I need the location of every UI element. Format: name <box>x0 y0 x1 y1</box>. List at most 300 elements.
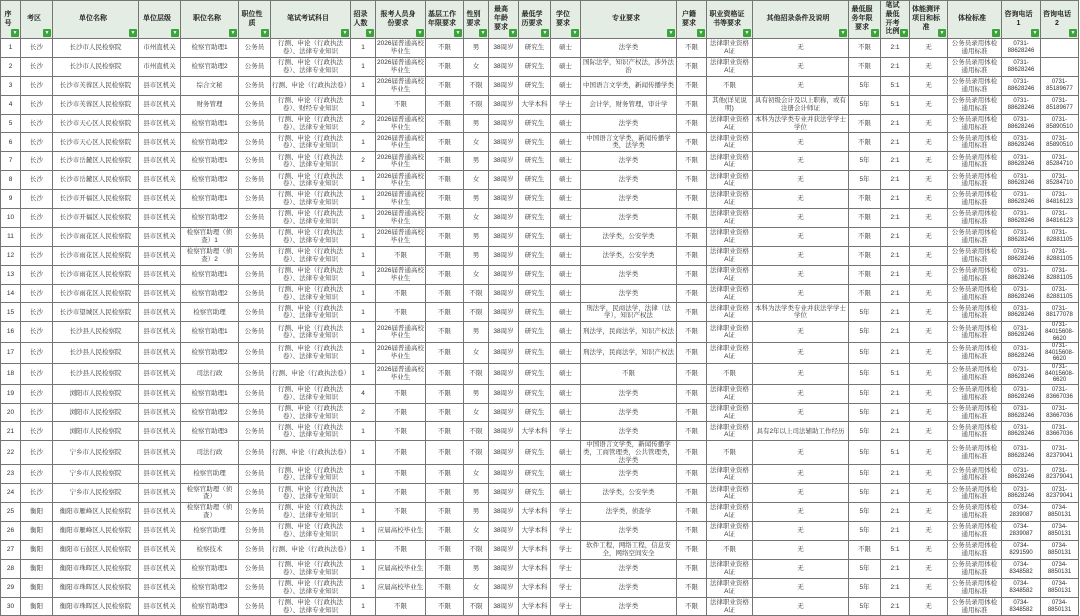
cell[interactable]: 0731-88628246 <box>1002 114 1041 133</box>
cell[interactable]: 不限 <box>677 171 707 190</box>
cell[interactable]: 0731-85189677 <box>1041 95 1079 114</box>
cell[interactable]: 38周岁 <box>489 284 519 303</box>
cell[interactable]: 本科为法学类专业并获法学学士学位 <box>753 303 849 322</box>
cell[interactable]: 0731-88628246 <box>1002 95 1041 114</box>
filter-dropdown-icon[interactable]: ▼ <box>698 30 704 36</box>
column-header[interactable] <box>551 1 581 39</box>
cell[interactable]: 0731-84015608-6620 <box>1041 322 1079 343</box>
cell[interactable]: 28 <box>1 559 21 578</box>
cell[interactable]: 县市区机关 <box>139 265 181 284</box>
cell[interactable]: 硕士 <box>551 403 581 422</box>
cell[interactable]: 无 <box>910 209 948 228</box>
column-header[interactable] <box>21 1 53 39</box>
cell[interactable]: 法律职业资格A证 <box>707 190 753 209</box>
cell[interactable]: 公务员 <box>239 597 271 616</box>
cell[interactable]: 县市区机关 <box>139 441 181 465</box>
cell[interactable]: 长沙市芙蓉区人民检察院 <box>53 95 139 114</box>
cell[interactable]: 16 <box>1 322 21 343</box>
cell[interactable]: 1 <box>351 209 376 228</box>
cell[interactable]: 不限 <box>707 76 753 95</box>
cell[interactable]: 不限 <box>426 284 464 303</box>
cell[interactable]: 不限 <box>464 95 489 114</box>
cell[interactable]: 0731-88628246 <box>1002 403 1041 422</box>
cell[interactable]: 无 <box>753 246 849 265</box>
cell[interactable]: 法学类 <box>581 578 677 597</box>
column-header[interactable] <box>910 1 948 39</box>
filter-dropdown-icon[interactable]: ▼ <box>130 30 136 36</box>
cell[interactable]: 7 <box>1 152 21 171</box>
cell[interactable]: 0731-88628246 <box>1002 422 1041 441</box>
cell[interactable]: 公务员录用体检通用标准 <box>948 578 1002 597</box>
cell[interactable]: 1 <box>351 503 376 522</box>
column-header[interactable] <box>1002 1 1041 39</box>
cell[interactable]: 刑法学，民商法学，知识产权法 <box>581 322 677 343</box>
cell[interactable]: 法律职业资格A证 <box>707 246 753 265</box>
cell[interactable]: 法学类 <box>581 265 677 284</box>
cell[interactable]: 不限 <box>376 484 426 503</box>
cell[interactable]: 女 <box>464 522 489 541</box>
cell[interactable]: 不限 <box>707 363 753 384</box>
cell[interactable]: 长沙县人民检察院 <box>53 322 139 343</box>
cell[interactable]: 0731-82379041 <box>1041 441 1079 465</box>
filter-dropdown-icon[interactable]: ▼ <box>44 30 50 36</box>
cell[interactable]: 检察官助理1 <box>181 190 239 209</box>
cell[interactable]: 1 <box>351 363 376 384</box>
cell[interactable]: 宁乡市人民检察院 <box>53 441 139 465</box>
cell[interactable]: 25 <box>1 503 21 522</box>
cell[interactable]: 公务员 <box>239 76 271 95</box>
cell[interactable]: 法律职业资格A证 <box>707 522 753 541</box>
cell[interactable]: 0731-82881105 <box>1041 265 1079 284</box>
cell[interactable]: 检察官助理1 <box>181 39 239 58</box>
cell[interactable]: 0731-88628246 <box>1002 190 1041 209</box>
cell[interactable]: 38周岁 <box>489 322 519 343</box>
cell[interactable]: 不限 <box>707 540 753 559</box>
cell[interactable]: 不限 <box>426 578 464 597</box>
cell[interactable]: 女 <box>464 265 489 284</box>
cell[interactable]: 硕士 <box>551 133 581 152</box>
cell[interactable]: 中国语言文学类，新闻传播学类 <box>581 76 677 95</box>
cell[interactable]: 研究生 <box>519 114 551 133</box>
cell[interactable]: 长沙县人民检察院 <box>53 343 139 364</box>
cell[interactable]: 研究生 <box>519 363 551 384</box>
cell[interactable]: 2:1 <box>881 597 910 616</box>
cell[interactable]: 1 <box>351 484 376 503</box>
cell[interactable]: 不限 <box>426 152 464 171</box>
cell[interactable]: 检察官助理1 <box>181 265 239 284</box>
cell[interactable]: 软件工程，网络工程，信息安全，网络空间安全 <box>581 540 677 559</box>
cell[interactable]: 检察官助理 <box>181 303 239 322</box>
cell[interactable]: 1 <box>351 284 376 303</box>
cell[interactable]: 无 <box>753 227 849 246</box>
cell[interactable]: 0734-8348582 <box>1002 597 1041 616</box>
cell[interactable]: 2 <box>351 114 376 133</box>
cell[interactable]: 不限 <box>464 441 489 465</box>
cell[interactable]: 衡阳 <box>21 559 53 578</box>
cell[interactable]: 衡阳市雁峰区人民检察院 <box>53 522 139 541</box>
cell[interactable]: 5年 <box>849 322 881 343</box>
cell[interactable]: 长沙市望城区人民检察院 <box>53 303 139 322</box>
cell[interactable]: 法律职业资格A证 <box>707 57 753 76</box>
cell[interactable]: 无 <box>910 363 948 384</box>
cell[interactable]: 检察官助理3 <box>181 422 239 441</box>
cell[interactable]: 研究生 <box>519 403 551 422</box>
cell[interactable]: 市州直机关 <box>139 39 181 58</box>
cell[interactable]: 2:1 <box>881 133 910 152</box>
cell[interactable]: 不限 <box>677 246 707 265</box>
cell[interactable]: 应届高校毕业生 <box>376 522 426 541</box>
cell[interactable]: 5年 <box>849 95 881 114</box>
cell[interactable]: 不限 <box>677 322 707 343</box>
cell[interactable]: 0734-2839087 <box>1002 522 1041 541</box>
cell[interactable]: 长沙市芙蓉区人民检察院 <box>53 76 139 95</box>
filter-dropdown-icon[interactable]: ▼ <box>901 30 907 36</box>
cell[interactable]: 不限 <box>849 284 881 303</box>
cell[interactable]: 0731-84015608-6620 <box>1041 363 1079 384</box>
cell[interactable]: 长沙市人民检察院 <box>53 57 139 76</box>
cell[interactable]: 2:1 <box>881 559 910 578</box>
cell[interactable]: 5年 <box>849 597 881 616</box>
cell[interactable]: 长沙市雨花区人民检察院 <box>53 284 139 303</box>
cell[interactable]: 长沙市岳麓区人民检察院 <box>53 171 139 190</box>
cell[interactable]: 大学本科 <box>519 597 551 616</box>
cell[interactable]: 0731-85890510 <box>1041 133 1079 152</box>
cell[interactable]: 公务员录用体检通用标准 <box>948 152 1002 171</box>
cell[interactable]: 公务员录用体检通用标准 <box>948 190 1002 209</box>
cell[interactable]: 检察官助理 <box>181 465 239 484</box>
cell[interactable]: 公务员录用体检通用标准 <box>948 484 1002 503</box>
cell[interactable] <box>1041 57 1079 76</box>
filter-dropdown-icon[interactable]: ▼ <box>262 30 268 36</box>
cell[interactable]: 38周岁 <box>489 246 519 265</box>
cell[interactable]: 不限 <box>426 171 464 190</box>
cell[interactable]: 公务员 <box>239 246 271 265</box>
cell[interactable]: 不限 <box>677 95 707 114</box>
cell[interactable]: 无 <box>910 39 948 58</box>
cell[interactable]: 不限 <box>376 384 426 403</box>
cell[interactable]: 0731-88628246 <box>1002 484 1041 503</box>
cell[interactable]: 硕士 <box>551 484 581 503</box>
cell[interactable]: 公务员 <box>239 57 271 76</box>
cell[interactable]: 38周岁 <box>489 76 519 95</box>
cell[interactable]: 公务员 <box>239 363 271 384</box>
cell[interactable]: 硕士 <box>551 171 581 190</box>
cell[interactable]: 5:1 <box>881 95 910 114</box>
cell[interactable]: 38周岁 <box>489 265 519 284</box>
cell[interactable]: 不限 <box>426 484 464 503</box>
cell[interactable]: 中国语言文学类，新闻传播学类，法学类 <box>581 133 677 152</box>
cell[interactable]: 长沙 <box>21 303 53 322</box>
cell[interactable]: 不限 <box>849 209 881 228</box>
cell[interactable]: 不限 <box>426 441 464 465</box>
cell[interactable]: 男 <box>464 559 489 578</box>
cell[interactable]: 学士 <box>551 95 581 114</box>
cell[interactable]: 不限 <box>677 422 707 441</box>
cell[interactable]: 不限 <box>376 540 426 559</box>
cell[interactable]: 县市区机关 <box>139 503 181 522</box>
cell[interactable]: 行测、申论（行政执法卷）、法律专业知识 <box>271 114 351 133</box>
cell[interactable]: 不限 <box>677 578 707 597</box>
cell[interactable]: 检察官助理2 <box>181 171 239 190</box>
filter-dropdown-icon[interactable]: ▼ <box>1070 30 1076 36</box>
column-header[interactable] <box>753 1 849 39</box>
cell[interactable]: 38周岁 <box>489 522 519 541</box>
cell[interactable]: 公务员 <box>239 343 271 364</box>
cell[interactable]: 法律职业资格A证 <box>707 422 753 441</box>
cell[interactable]: 无 <box>753 133 849 152</box>
cell[interactable]: 县市区机关 <box>139 95 181 114</box>
cell[interactable]: 长沙 <box>21 39 53 58</box>
cell[interactable]: 男 <box>464 246 489 265</box>
cell[interactable]: 不限 <box>376 95 426 114</box>
cell[interactable]: 0731-82881105 <box>1041 284 1079 303</box>
cell[interactable]: 县市区机关 <box>139 484 181 503</box>
cell[interactable]: 长沙 <box>21 343 53 364</box>
cell[interactable]: 38周岁 <box>489 190 519 209</box>
cell[interactable]: 学士 <box>551 597 581 616</box>
cell[interactable]: 硕士 <box>551 246 581 265</box>
cell[interactable]: 17 <box>1 343 21 364</box>
cell[interactable]: 不限 <box>677 39 707 58</box>
cell[interactable]: 0731-83667036 <box>1041 403 1079 422</box>
cell[interactable]: 长沙 <box>21 422 53 441</box>
cell[interactable]: 无 <box>910 522 948 541</box>
cell[interactable]: 硕士 <box>551 227 581 246</box>
cell[interactable]: 无 <box>753 441 849 465</box>
cell[interactable]: 不限 <box>677 384 707 403</box>
cell[interactable]: 0731-88628246 <box>1002 343 1041 364</box>
cell[interactable]: 检察官助理2 <box>181 57 239 76</box>
cell[interactable]: 长沙县人民检察院 <box>53 363 139 384</box>
column-header[interactable] <box>239 1 271 39</box>
cell[interactable]: 1 <box>1 39 21 58</box>
cell[interactable]: 研究生 <box>519 57 551 76</box>
cell[interactable]: 2026届普通高校毕业生 <box>376 152 426 171</box>
cell[interactable]: 学士 <box>551 522 581 541</box>
filter-dropdown-icon[interactable]: ▼ <box>572 30 578 36</box>
cell[interactable]: 0731-85890510 <box>1041 114 1079 133</box>
cell[interactable]: 公务员录用体检通用标准 <box>948 384 1002 403</box>
cell[interactable]: 公务员 <box>239 209 271 228</box>
cell[interactable]: 大学本科 <box>519 422 551 441</box>
cell[interactable]: 硕士 <box>551 265 581 284</box>
cell[interactable]: 公务员录用体检通用标准 <box>948 465 1002 484</box>
cell[interactable]: 不限 <box>581 363 677 384</box>
cell[interactable]: 5年 <box>849 522 881 541</box>
filter-dropdown-icon[interactable]: ▼ <box>510 30 516 36</box>
cell[interactable]: 2026届普通高校毕业生 <box>376 343 426 364</box>
cell[interactable]: 22 <box>1 441 21 465</box>
cell[interactable]: 检察官助理2 <box>181 284 239 303</box>
cell[interactable]: 无 <box>753 343 849 364</box>
cell[interactable]: 0731-88628246 <box>1002 322 1041 343</box>
cell[interactable]: 研究生 <box>519 246 551 265</box>
cell[interactable]: 县市区机关 <box>139 76 181 95</box>
cell[interactable]: 硕士 <box>551 441 581 465</box>
cell[interactable]: 硕士 <box>551 114 581 133</box>
cell[interactable]: 应届高校毕业生 <box>376 559 426 578</box>
cell[interactable]: 不限 <box>376 303 426 322</box>
cell[interactable]: 无 <box>753 559 849 578</box>
cell[interactable]: 具有2年以上司法辅助工作经历 <box>753 422 849 441</box>
cell[interactable]: 研究生 <box>519 133 551 152</box>
column-header[interactable] <box>376 1 426 39</box>
cell[interactable]: 1 <box>351 76 376 95</box>
cell[interactable]: 无 <box>753 190 849 209</box>
cell[interactable]: 公务员 <box>239 578 271 597</box>
cell[interactable]: 法律职业资格A证 <box>707 465 753 484</box>
cell[interactable]: 2026届普通高校毕业生 <box>376 190 426 209</box>
cell[interactable]: 硕士 <box>551 190 581 209</box>
cell[interactable]: 法学类 <box>581 171 677 190</box>
cell[interactable]: 无 <box>753 39 849 58</box>
cell[interactable]: 无 <box>910 76 948 95</box>
cell[interactable]: 1 <box>351 95 376 114</box>
filter-dropdown-icon[interactable]: ▼ <box>230 30 236 36</box>
cell[interactable]: 长沙 <box>21 322 53 343</box>
cell[interactable]: 长沙市天心区人民检察院 <box>53 114 139 133</box>
cell[interactable]: 不限 <box>426 95 464 114</box>
cell[interactable]: 行测、申论（行政执法卷）、法律专业知识 <box>271 422 351 441</box>
cell[interactable]: 不限 <box>426 133 464 152</box>
cell[interactable]: 检察官助理2 <box>181 343 239 364</box>
cell[interactable]: 研究生 <box>519 190 551 209</box>
cell[interactable]: 5年 <box>849 303 881 322</box>
cell[interactable]: 不限 <box>426 597 464 616</box>
cell[interactable]: 法律职业资格A证 <box>707 503 753 522</box>
cell[interactable]: 法学类 <box>581 597 677 616</box>
cell[interactable]: 不限 <box>426 343 464 364</box>
cell[interactable]: 长沙 <box>21 133 53 152</box>
cell[interactable]: 长沙 <box>21 441 53 465</box>
cell[interactable]: 0734-8850131 <box>1041 559 1079 578</box>
cell[interactable]: 检察官助理1 <box>181 322 239 343</box>
cell[interactable]: 男 <box>464 384 489 403</box>
cell[interactable]: 行测、申论（行政执法卷）、法律专业知识 <box>271 227 351 246</box>
cell[interactable]: 0731-82379041 <box>1041 465 1079 484</box>
cell[interactable]: 公务员录用体检通用标准 <box>948 171 1002 190</box>
cell[interactable]: 衡阳市雁峰区人民检察院 <box>53 503 139 522</box>
cell[interactable]: 行测、申论（行政执法卷）、法律专业知识 <box>271 465 351 484</box>
cell[interactable]: 公务员 <box>239 265 271 284</box>
cell[interactable]: 硕士 <box>551 465 581 484</box>
cell[interactable]: 0731-88628246 <box>1002 465 1041 484</box>
cell[interactable]: 5:1 <box>881 540 910 559</box>
cell[interactable]: 行测、申论（行政执法卷）、法律专业知识 <box>271 152 351 171</box>
cell[interactable]: 无 <box>910 465 948 484</box>
cell[interactable]: 不限 <box>849 227 881 246</box>
filter-dropdown-icon[interactable]: ▼ <box>172 30 178 36</box>
cell[interactable]: 长沙 <box>21 227 53 246</box>
cell[interactable]: 0731-84015608-6620 <box>1041 343 1079 364</box>
cell[interactable]: 行测、申论（行政执法卷）、法律专业知识 <box>271 265 351 284</box>
cell[interactable]: 长沙市人民检察院 <box>53 39 139 58</box>
cell[interactable]: 男 <box>464 39 489 58</box>
cell[interactable]: 38周岁 <box>489 133 519 152</box>
cell[interactable]: 38周岁 <box>489 484 519 503</box>
filter-dropdown-icon[interactable]: ▼ <box>367 30 373 36</box>
cell[interactable]: 行测、申论（行政执法卷）、法律专业知识 <box>271 484 351 503</box>
cell[interactable]: 公务员 <box>239 114 271 133</box>
cell[interactable]: 法学类 <box>581 152 677 171</box>
cell[interactable]: 0731-88177078 <box>1041 303 1079 322</box>
cell[interactable]: 不限 <box>677 227 707 246</box>
cell[interactable]: 女 <box>464 465 489 484</box>
cell[interactable]: 公务员 <box>239 540 271 559</box>
cell[interactable]: 公务员录用体检通用标准 <box>948 114 1002 133</box>
cell[interactable]: 法律职业资格A证 <box>707 578 753 597</box>
cell[interactable]: 不限 <box>426 522 464 541</box>
cell[interactable]: 行测、申论（行政执法卷）、法律专业知识 <box>271 57 351 76</box>
cell[interactable]: 长沙 <box>21 114 53 133</box>
cell[interactable]: 不限 <box>376 503 426 522</box>
cell[interactable]: 0731-88628246 <box>1002 171 1041 190</box>
cell[interactable]: 无 <box>753 540 849 559</box>
cell[interactable]: 行测、申论（行政执法卷）、法律专业知识 <box>271 384 351 403</box>
cell[interactable]: 38周岁 <box>489 363 519 384</box>
cell[interactable]: 法律职业资格A证 <box>707 322 753 343</box>
filter-dropdown-icon[interactable]: ▼ <box>872 30 878 36</box>
cell[interactable]: 不限 <box>849 133 881 152</box>
cell[interactable]: 18 <box>1 363 21 384</box>
cell[interactable]: 5年 <box>849 363 881 384</box>
filter-dropdown-icon[interactable]: ▼ <box>417 30 423 36</box>
cell[interactable]: 1 <box>351 39 376 58</box>
cell[interactable]: 学士 <box>551 578 581 597</box>
cell[interactable]: 行测、申论（行政执法卷）、法律专业知识 <box>271 39 351 58</box>
cell[interactable]: 21 <box>1 422 21 441</box>
cell[interactable]: 行测、申论（行政执法卷） <box>271 363 351 384</box>
cell[interactable]: 0731-88628246 <box>1002 133 1041 152</box>
cell[interactable]: 无 <box>910 384 948 403</box>
cell[interactable]: 2:1 <box>881 343 910 364</box>
cell[interactable]: 38周岁 <box>489 540 519 559</box>
cell[interactable]: 0731-88628246 <box>1002 384 1041 403</box>
cell[interactable]: 公务员 <box>239 465 271 484</box>
cell[interactable]: 公务员录用体检通用标准 <box>948 133 1002 152</box>
cell[interactable]: 0731-88628246 <box>1002 265 1041 284</box>
cell[interactable]: 5年 <box>849 343 881 364</box>
cell[interactable]: 不限 <box>426 403 464 422</box>
cell[interactable]: 不限 <box>464 540 489 559</box>
cell[interactable]: 法律职业资格A证 <box>707 152 753 171</box>
cell[interactable]: 浏阳市人民检察院 <box>53 403 139 422</box>
cell[interactable]: 5年 <box>849 152 881 171</box>
cell[interactable]: 不限 <box>426 363 464 384</box>
cell[interactable]: 行测、申论（行政执法卷）、法律专业知识 <box>271 597 351 616</box>
cell[interactable]: 衡阳 <box>21 503 53 522</box>
cell[interactable]: 0731-85284710 <box>1041 152 1079 171</box>
column-header[interactable] <box>948 1 1002 39</box>
cell[interactable]: 0731-88628246 <box>1002 209 1041 228</box>
cell[interactable]: 公务员录用体检通用标准 <box>948 265 1002 284</box>
cell[interactable]: 0734-8850131 <box>1041 540 1079 559</box>
cell[interactable]: 长沙 <box>21 95 53 114</box>
cell[interactable]: 女 <box>464 57 489 76</box>
cell[interactable]: 38周岁 <box>489 422 519 441</box>
cell[interactable]: 学士 <box>551 503 581 522</box>
cell[interactable]: 2:1 <box>881 403 910 422</box>
cell[interactable]: 县市区机关 <box>139 246 181 265</box>
cell[interactable]: 公务员 <box>239 133 271 152</box>
cell[interactable]: 公务员 <box>239 484 271 503</box>
cell[interactable]: 法律职业资格A证 <box>707 384 753 403</box>
cell[interactable]: 县市区机关 <box>139 114 181 133</box>
cell[interactable]: 公务员 <box>239 322 271 343</box>
cell[interactable]: 男 <box>464 190 489 209</box>
cell[interactable]: 无 <box>910 503 948 522</box>
cell[interactable]: 不限 <box>426 246 464 265</box>
